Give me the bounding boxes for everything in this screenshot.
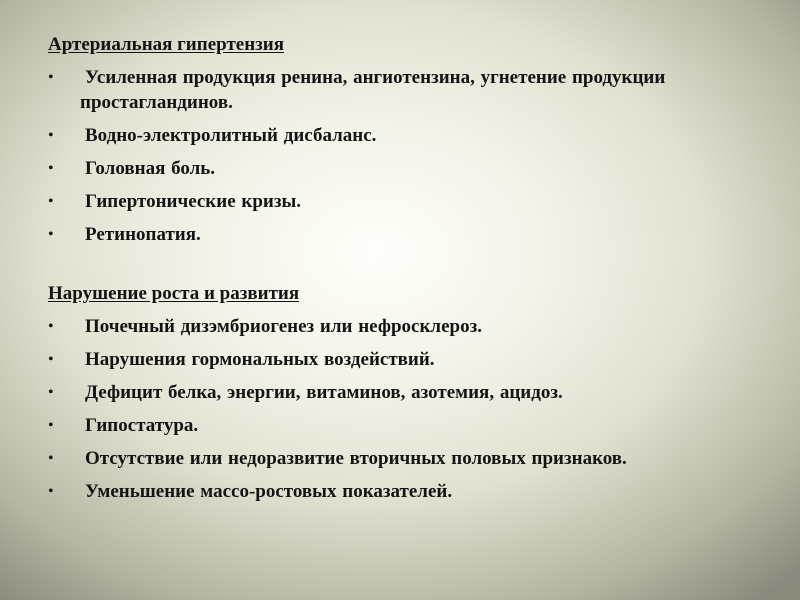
list-item-text: Гипостатура.: [85, 415, 199, 436]
list-item-text: Усиленная продукция ренина, ангиотензина, угнетение продукции простагландинов.: [80, 67, 666, 113]
list-item-text: Гипертонические кризы.: [85, 191, 302, 212]
bullet-list: [48, 65, 768, 247]
bullet-icon: •: [48, 483, 54, 500]
list-item: [48, 347, 768, 372]
section-heading: Нарушение роста и развития: [48, 283, 300, 304]
bullet-icon: •: [48, 160, 54, 177]
list-item: [48, 446, 768, 471]
list-item: [48, 65, 700, 115]
bullet-icon: •: [48, 417, 54, 434]
list-item-text: Почечный дизэмбриогенез или нефросклероз.: [85, 316, 482, 337]
list-item: [48, 222, 768, 247]
list-item: [48, 189, 768, 214]
section-arterial-hypertension: [48, 34, 768, 255]
list-item-text: Головная боль.: [85, 158, 216, 179]
list-item: [48, 123, 768, 148]
list-item: [48, 479, 768, 504]
section-heading: Артериальная гипертензия: [48, 34, 285, 55]
bullet-icon: •: [48, 384, 54, 401]
section-growth-development: [48, 283, 768, 512]
list-item: [48, 413, 768, 438]
list-item-text: Уменьшение массо-ростовых показателей.: [85, 481, 453, 502]
list-item-text: Дефицит белка, энергии, витаминов, азотемия, ацидоз.: [85, 382, 563, 403]
bullet-icon: •: [48, 226, 54, 243]
list-item-text: Отсутствие или недоразвитие вторичных половых признаков.: [85, 448, 627, 469]
bullet-list: [48, 314, 768, 504]
list-item: [48, 314, 768, 339]
list-item: [48, 380, 768, 405]
bullet-icon: •: [48, 450, 54, 467]
bullet-icon: •: [48, 127, 54, 144]
list-item-text: Ретинопатия.: [85, 224, 201, 245]
bullet-icon: •: [48, 69, 54, 86]
list-item: [48, 156, 768, 181]
bullet-icon: •: [48, 318, 54, 335]
bullet-icon: •: [48, 351, 54, 368]
bullet-icon: •: [48, 193, 54, 210]
list-item-text: Водно-электролитный дисбаланс.: [85, 125, 377, 146]
list-item-text: Нарушения гормональных воздействий.: [85, 349, 435, 370]
